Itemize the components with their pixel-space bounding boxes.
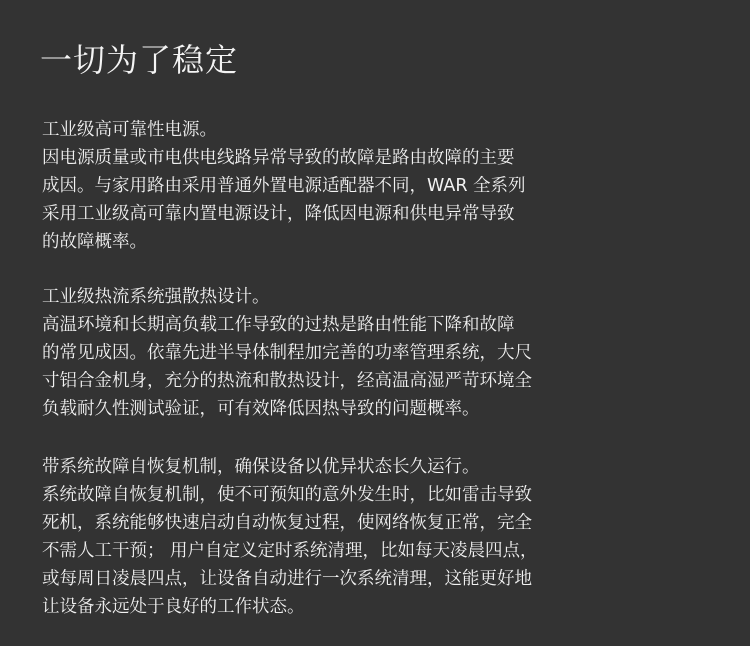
paragraph-line: 不需人工干预； 用户自定义定时系统清理，比如每天凌晨四点， — [42, 541, 538, 561]
paragraph-line: 的常见成因。依靠先进半导体制程加完善的功率管理系统，大尺 — [42, 343, 532, 363]
paragraph-line: 系统故障自恢复机制，使不可预知的意外发生时，比如雷击导致 — [42, 485, 532, 505]
section-power-supply — [42, 116, 732, 256]
paragraph-line: 或每周日凌晨四点，让设备自动进行一次系统清理，这能更好地 — [42, 569, 532, 589]
paragraph-line: 因电源质量或市电供电线路异常导致的故障是路由故障的主要 — [42, 148, 515, 168]
paragraph-line: 寸铝合金机身，充分的热流和散热设计，经高温高湿严苛环境全 — [42, 371, 532, 391]
paragraph-line: 让设备永远处于良好的工作状态。 — [42, 597, 305, 617]
section-heading: 带系统故障自恢复机制，确保设备以优异状态长久运行。 — [42, 457, 480, 477]
section-heat-dissipation — [42, 283, 732, 423]
paragraph-line: 高温环境和长期高负载工作导致的过热是路由性能下降和故障 — [42, 315, 515, 335]
page-title: 一切为了稳定 — [40, 41, 239, 79]
section-self-recovery — [42, 453, 732, 621]
paragraph-line: 死机，系统能够快速启动自动恢复过程，使网络恢复正常，完全 — [42, 513, 532, 533]
section-heading: 工业级热流系统强散热设计。 — [42, 287, 270, 307]
section-heading: 工业级高可靠性电源。 — [42, 120, 217, 140]
paragraph-line: 负载耐久性测试验证，可有效降低因热导致的问题概率。 — [42, 399, 480, 419]
paragraph-line: 成因。与家用路由采用普通外置电源适配器不同，WAR 全系列 — [42, 176, 526, 196]
paragraph-line: 采用工业级高可靠内置电源设计，降低因电源和供电异常导致 — [42, 204, 515, 224]
paragraph-line: 的故障概率。 — [42, 232, 147, 252]
